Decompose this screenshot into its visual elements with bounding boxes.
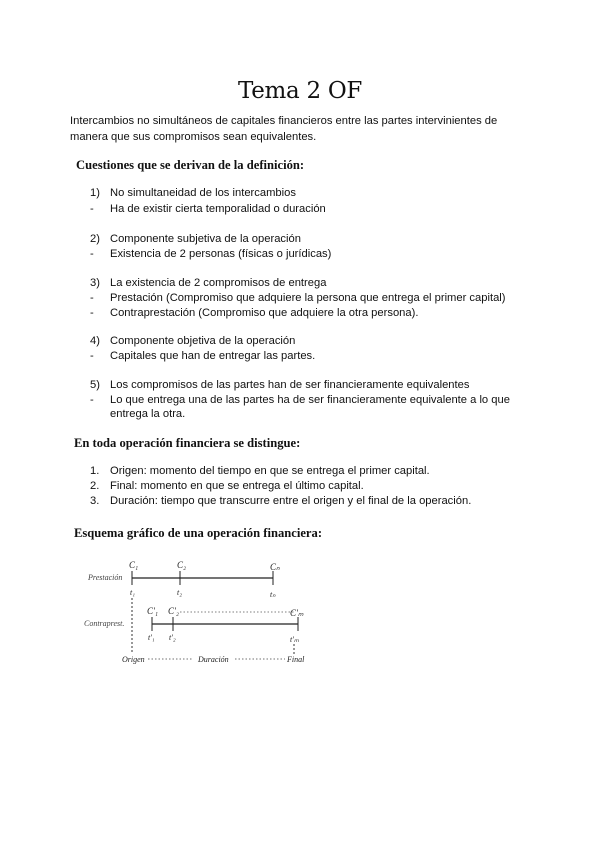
capital-c2-prime: C'₂ xyxy=(168,606,180,616)
capital-c2: C₂ xyxy=(177,560,187,570)
final-label: Final xyxy=(287,655,305,664)
origen-label: Origen xyxy=(122,655,145,664)
section-heading-distingue: En toda operación financiera se distingue: xyxy=(74,436,301,450)
time-tm-prime: t'ₘ xyxy=(290,635,299,644)
prestacion-label: Prestación xyxy=(88,573,123,582)
list-item-continuation: entrega la otra. xyxy=(110,408,186,420)
capital-c1: C₁ xyxy=(129,560,139,570)
time-t2: t₂ xyxy=(177,588,183,597)
time-tn: tₙ xyxy=(270,590,276,599)
capital-cn: Cₙ xyxy=(270,562,280,572)
time-t1-prime: t'₁ xyxy=(148,633,155,642)
duracion-label: Duración xyxy=(198,655,229,664)
page-title: Tema 2 OF xyxy=(237,78,363,104)
document-page: Tema 2 OF Intercambios no simultáneos de capitales financieros entre las partes intervinientes de manera que sus compromisos sean equivalentes. Cuestiones que se derivan de la definición: 1) No simultaneidad de los intercambios - Ha de existir cierta temporalidad o duración 2) Componente subjetiva de la operación - Existencia de 2 personas (físicas o jurídicas) 3) La existencia de 2 compromisos de entrega - Prestación (Compromiso que adquiere la persona que entrega el primer capital) - Contraprestación (Compromiso que adquiere la otra persona). 4) Componente objetiva de la operación - Capitales que han de entregar las partes. 5) Los compromisos de las partes han de ser financieramente equivalentes - Lo que entrega una de las partes ha de ser financieramente equivalente a lo que entrega la otra. En toda operación financiera se distingue: 1. Origen: momento del tiempo en que se entrega el primer capital. 2. Final: momento en que se entrega el último capital. 3. Duración: tiempo que transcurre entre el origen y el final de la operación. Esquema gráfico de una operación financiera: Prestación C₁ C₂ Cₙ t₁ t₂ tₙ Contraprest. C'₁ C'₂ C'ₘ t'₁ t'₂ t'ₘ Origen Duración Final xyxy=(0,0,600,848)
intro-paragraph: Intercambios no simultáneos de capitales financieros entre las partes intervinientes de manera que sus compromisos sean equivalentes. xyxy=(70,115,498,143)
time-t1: t₁ xyxy=(130,588,136,597)
section-heading-cuestiones: Cuestiones que se derivan de la definición: xyxy=(76,158,305,172)
capital-c1-prime: C'₁ xyxy=(147,606,159,616)
section-heading-esquema: Esquema gráfico de una operación financiera: xyxy=(74,526,323,540)
contraprest-label: Contraprest. xyxy=(84,619,125,628)
financial-operation-diagram xyxy=(80,556,320,668)
time-t2-prime: t'₂ xyxy=(169,633,176,642)
capital-cm-prime: C'ₘ xyxy=(290,608,304,618)
